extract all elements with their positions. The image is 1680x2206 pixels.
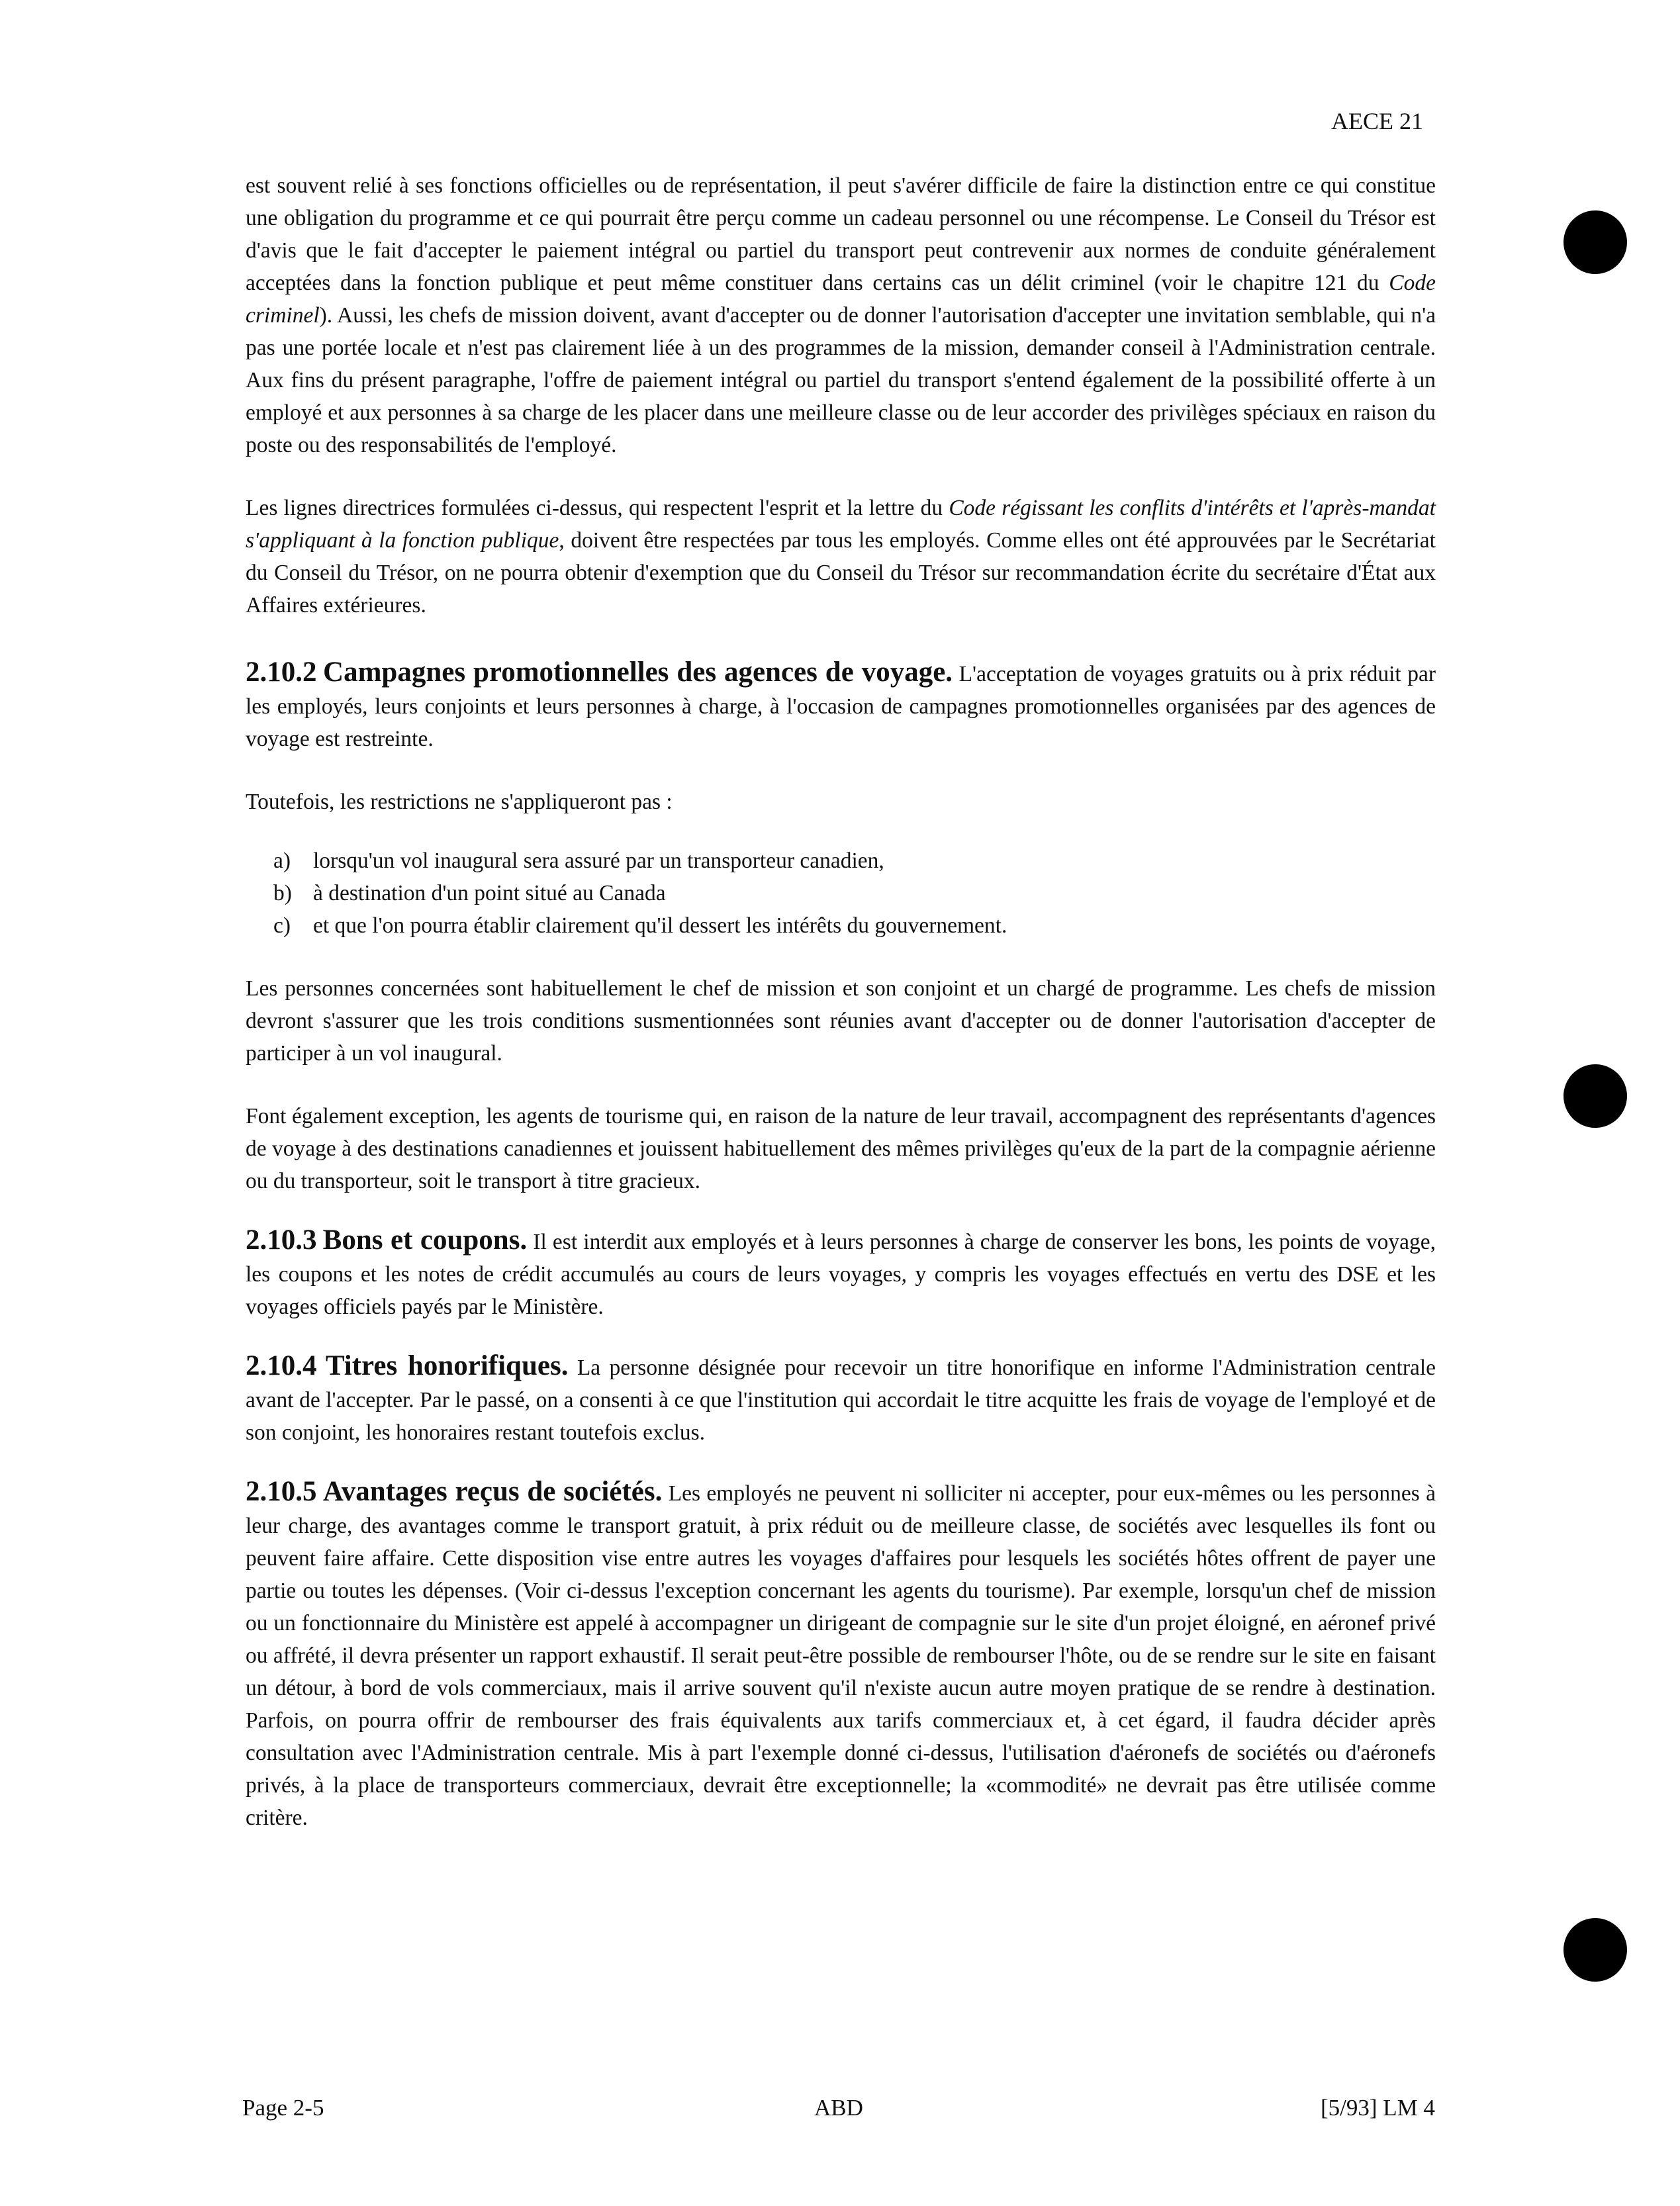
section-text: L'acceptation de voyages gratuits ou à prix réduit par les employés, leurs conjoints et leurs personnes à charge, à l'occasion de campagnes promotionnelles organisées par des agences de voyage est restreinte. — [246, 662, 1436, 751]
list-text: lorsqu'un vol inaugural sera assuré par un transporteur canadien, — [313, 849, 884, 873]
binder-hole-middle — [1563, 1064, 1627, 1128]
paragraph-text: est souvent relié à ses fonctions officielles ou de représentation, il peut s'avérer difficile de faire la distinction entre ce qui constitue une obligation du programme et ce qui pourrait être perçu comme un cadeau personnel ou une récompense. Le Conseil du Trésor est d'avis que le fait d'accepter le paiement intégral ou partiel du transport peut contrevenir aux normes de conduite généralement acceptées dans la fonction publique et peut même constituer dans certains cas un délit criminel (voir le chapitre 121 du — [246, 173, 1436, 295]
section-2-10-2 — [246, 656, 1436, 755]
list-item — [246, 909, 1436, 942]
section-2-10-4 — [246, 1350, 1436, 1449]
section-number: 2.10.3 — [246, 1224, 317, 1256]
code-reference: Code régissant les conflits d'intérêts et l'après-mandat s'appliquant à la fonction publique — [246, 496, 1436, 553]
section-number: 2.10.4 — [246, 1350, 317, 1381]
list-item — [246, 877, 1436, 909]
section-title: Avantages reçus de sociétés. — [322, 1476, 663, 1507]
paragraph: Les personnes concernées sont habituellement le chef de mission et son conjoint et un chargé de programme. Les chefs de mission devront s'assurer que les trois conditions susmentionnées sont réunies avant d'accepter ou de donner l'autorisation d'accepter de participer à un vol inaugural. — [246, 976, 1436, 1066]
section-text: Les employés ne peuvent ni solliciter ni accepter, pour eux-mêmes ou les personnes à leur charge, des avantages comme le transport gratuit, à prix réduit ou de meilleure classe, de sociétés avec lesquelles ils font ou peuvent faire affaire. Cette disposition vise entre autres les voyages d'affaires pour lesquels les sociétés hôtes offrent de payer une partie ou toutes les dépenses. (Voir ci-dessus l'exception concernant les agents du tourisme). Par exemple, lorsqu'un chef de mission ou un fonctionnaire du Ministère est appelé à accompagner un dirigeant de compagnie sur le site d'un projet éloigné, en aéronef privé ou affrété, il devra présenter un rapport exhaustif. Il serait peut-être possible de rembourser l'hôte, ou de se rendre sur le site en faisant un détour, à bord de vols commerciaux, mais il arrive souvent qu'il n'existe aucun autre moyen pratique de se rendre à destination. Parfois, on pourra offrir de rembourser des frais équivalents aux tarifs commerciaux et, à cet égard, il faudra décider après consultation avec l'Administration centrale. Mis à part l'exemple donné ci-dessus, l'utilisation d'aéronefs de sociétés ou d'aéronefs privés, à la place de transporteurs commerciaux, devrait être exceptionnelle; la «commodité» ne devrait pas être utilisée comme critère. — [246, 1481, 1436, 1830]
paragraph: Font également exception, les agents de tourisme qui, en raison de la nature de leur travail, accompagnent des représentants d'agences de voyage à des destinations canadiennes et jouissent habituellement des mêmes privilèges qu'eux de la part de la compagnie aérienne ou du transporteur, soit le transport à titre gracieux. — [246, 1104, 1436, 1193]
revision-code: [5/93] LM 4 — [1320, 2095, 1435, 2121]
section-text: Il est interdit aux employés et à leurs personnes à charge de conserver les bons, les points de voyage, les coupons et les notes de crédit accumulés au cours de leurs voyages, y compris les voyages effectués en vertu des DSE et les voyages officiels payés par le Ministère. — [246, 1230, 1436, 1319]
binder-hole-top — [1563, 210, 1627, 274]
list-label: c) — [273, 913, 291, 938]
list-label: a) — [273, 849, 291, 873]
paragraph — [246, 492, 1436, 621]
code-reference: Code criminel — [246, 271, 1436, 328]
page-number: Page 2-5 — [242, 2095, 324, 2121]
conditions-list — [246, 845, 1436, 942]
section-2-10-5 — [246, 1475, 1436, 1834]
paragraph-text: , doivent être respectées par tous les employés. Comme elles ont été approuvées par le Secrétariat du Conseil du Trésor, on ne pourra obtenir d'exemption que du Conseil du Trésor sur recommandation écrite du secrétaire d'État aux Affaires extérieures. — [246, 528, 1436, 618]
section-title: Campagnes promotionnelles des agences de voyage. — [323, 657, 953, 688]
footer-center-label: ABD — [814, 2095, 863, 2121]
paragraph — [246, 169, 1436, 461]
list-text: et que l'on pourra établir clairement qu'il dessert les intérêts du gouvernement. — [313, 913, 1007, 938]
section-number: 2.10.2 — [246, 657, 317, 688]
paragraph: Toutefois, les restrictions ne s'appliqueront pas : — [246, 790, 673, 814]
section-2-10-3 — [246, 1224, 1436, 1323]
section-title: Bons et coupons. — [322, 1224, 528, 1256]
section-title: Titres honorifiques. — [325, 1350, 569, 1381]
paragraph-text: ). Aussi, les chefs de mission doivent, avant d'accepter ou de donner l'autorisation d'accepter une invitation semblable, qui n'a pas une portée locale et n'est pas clairement liée à un des programmes de la mission, demander conseil à l'Administration centrale. Aux fins du présent paragraphe, l'offre de paiement intégral ou partiel du transport s'entend également de la possibilité offerte à un employé et aux personnes à sa charge de les placer dans une meilleure classe ou de leur accorder des privilèges spéciaux en raison du poste ou des responsabilités de l'employé. — [246, 303, 1436, 457]
section-number: 2.10.5 — [246, 1476, 317, 1507]
list-text: à destination d'un point situé au Canada — [313, 881, 666, 905]
document-code: AECE 21 — [1331, 108, 1423, 134]
document-body — [246, 169, 1436, 1834]
list-label: b) — [273, 881, 292, 905]
binder-hole-bottom — [1563, 1918, 1627, 1982]
section-text: La personne désignée pour recevoir un titre honorifique en informe l'Administration centrale avant de l'accepter. Par le passé, on a consenti à ce que l'institution qui accordait le titre acquitte les frais de voyage de l'employé et de son conjoint, les honoraires restant toutefois exclus. — [246, 1356, 1436, 1445]
paragraph-text: Les lignes directrices formulées ci-dessus, qui respectent l'esprit et la lettre du — [246, 496, 949, 520]
list-item — [246, 845, 1436, 877]
